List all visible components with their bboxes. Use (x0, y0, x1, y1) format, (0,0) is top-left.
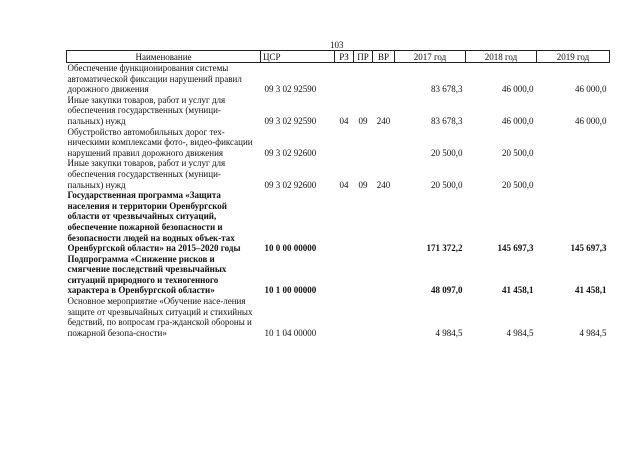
row-name: Обеспечение функционирования системы автоматической фиксации нарушений правил дорожного движения (67, 63, 242, 95)
row-2018: 145 697,3 (497, 243, 534, 254)
row-2018: 46 000,0 (502, 115, 534, 126)
row-csr: 10 1 04 00000 (264, 327, 317, 338)
row-2017: 20 500,0 (431, 179, 463, 190)
table-row (67, 296, 610, 338)
row-pr (354, 190, 373, 254)
row-name-cell (67, 127, 261, 159)
row-name-cell (67, 254, 261, 296)
row-2019: 46 000,0 (575, 84, 607, 95)
row-pr (354, 254, 373, 296)
row-name-cell (67, 63, 261, 95)
row-2019 (537, 127, 610, 159)
budget-table (66, 50, 610, 338)
row-2019: 46 000,0 (575, 115, 607, 126)
header-rz: РЗ (335, 51, 354, 63)
row-pr: 09 (358, 115, 368, 126)
row-rz (335, 254, 354, 296)
row-pr: 09 (358, 179, 368, 190)
header-2017: 2017 год (395, 51, 466, 63)
table-row (67, 158, 610, 190)
table-row (67, 95, 610, 127)
row-vr (373, 296, 395, 338)
row-name: Иные закупки товаров, работ и услуг для обеспечения государственных (муници-пальных) нужд (67, 158, 226, 190)
row-2017: 4 984,5 (435, 327, 463, 338)
table-row (67, 63, 610, 95)
row-csr: 09 3 02 92600 (264, 147, 317, 158)
row-2019: 145 697,3 (570, 243, 607, 254)
row-vr (373, 63, 395, 95)
row-2019: 41 458,1 (575, 285, 607, 296)
row-vr (373, 254, 395, 296)
row-name: Иные закупки товаров, работ и услуг для обеспечения государственных (муници-пальных) нужд (67, 94, 226, 126)
row-name: Государственная программа «Защита населения и территории Оренбургской области от чрезвычайных ситуаций, обеспечение пожарной безопасности и безопасности людей на водных объек-тах Оренбургской области» на 2015–2020 годы (67, 190, 241, 254)
header-pr: ПР (354, 51, 373, 63)
table-row (67, 254, 610, 296)
row-rz (335, 63, 354, 95)
row-csr: 09 3 02 92600 (264, 179, 317, 190)
row-2017: 83 678,3 (431, 84, 463, 95)
row-rz (335, 127, 354, 159)
row-vr (373, 127, 395, 159)
header-2018: 2018 год (466, 51, 537, 63)
row-2017: 83 678,3 (431, 115, 463, 126)
page-number: 103 (330, 40, 344, 50)
row-vr (373, 190, 395, 254)
row-2018: 46 000,0 (502, 84, 534, 95)
row-2017: 20 500,0 (431, 147, 463, 158)
row-pr (354, 296, 373, 338)
table-row (67, 190, 610, 254)
row-name-cell (67, 190, 261, 254)
row-2019 (537, 158, 610, 190)
row-csr: 10 0 00 00000 (264, 243, 317, 254)
row-vr: 240 (376, 115, 391, 126)
row-2018: 20 500,0 (502, 179, 534, 190)
row-vr: 240 (376, 179, 391, 190)
header-vr: ВР (373, 51, 395, 63)
row-2018: 4 984,5 (506, 327, 534, 338)
row-rz (335, 190, 354, 254)
row-csr: 09 3 02 92590 (264, 115, 317, 126)
row-rz: 04 (339, 179, 349, 190)
row-2017: 48 097,0 (431, 285, 463, 296)
table-header-row (67, 51, 610, 63)
row-pr (354, 127, 373, 159)
row-pr (354, 63, 373, 95)
header-csr: ЦСР (261, 51, 335, 63)
row-2018: 41 458,1 (502, 285, 534, 296)
row-name: Основное мероприятие «Обучение насе-ления защите от чрезвычайных ситуаций и стихийных бедствий, по вопросам гра-жданской обороны и пожарной безопа-сности» (67, 296, 253, 338)
row-name: Обустройство автомобильных дорог тех-ническими комплексами фото-, видео-фиксации нарушений правил дорожного движения (67, 126, 253, 158)
table-row (67, 127, 610, 159)
row-rz (335, 296, 354, 338)
row-name-cell (67, 95, 261, 127)
row-name-cell (67, 158, 261, 190)
row-name: Подпрограмма «Снижение рисков и смягчение последствий чрезвычайных ситуаций природного и техногенного характера в Оренбургской области» (67, 253, 227, 296)
row-name-cell (67, 296, 261, 338)
row-rz: 04 (339, 115, 349, 126)
row-csr: 09 3 02 92590 (264, 84, 317, 95)
row-2017: 171 372,2 (426, 243, 463, 254)
row-2019: 4 984,5 (579, 327, 607, 338)
header-name: Наименование (67, 51, 261, 63)
row-csr: 10 1 00 00000 (264, 285, 317, 296)
header-2019: 2019 год (537, 51, 610, 63)
row-2018: 20 500,0 (502, 147, 534, 158)
